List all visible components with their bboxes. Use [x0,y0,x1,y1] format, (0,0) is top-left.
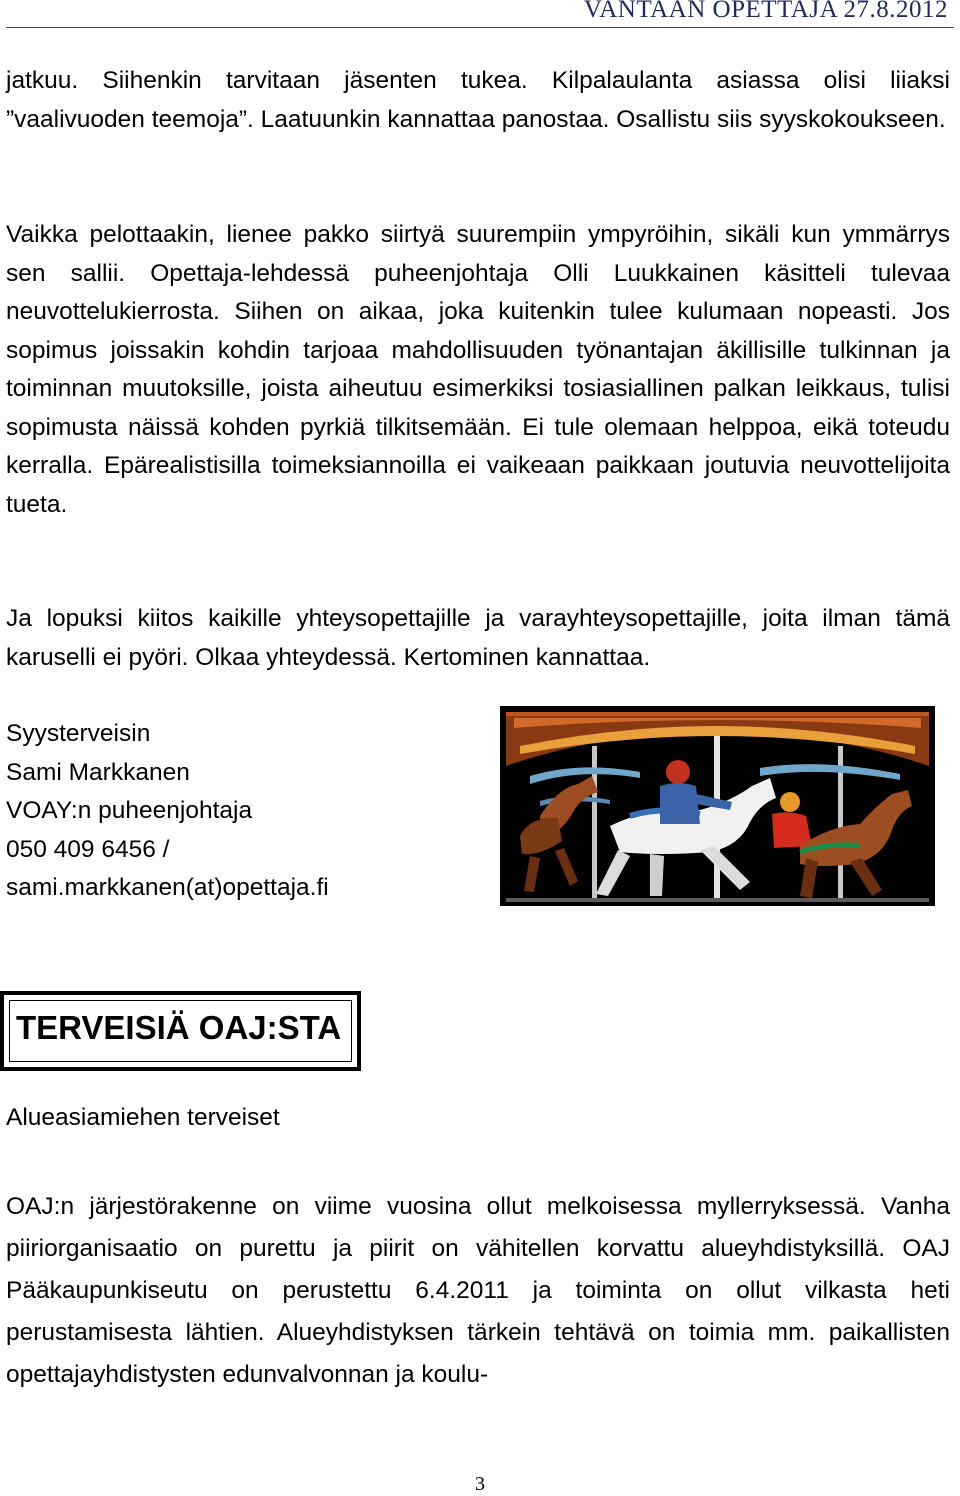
signature-block [6,715,329,908]
carousel-illustration [500,706,935,906]
signature-phone: 050 409 6456 / [6,835,170,863]
section-title: TERVEISIÄ OAJ:STA [16,1009,342,1046]
section-subheading: Alueasiamiehen terveiset [6,1104,280,1131]
paragraph-oaj-structure: OAJ:n järjestörakenne on viime vuosina ollut melkoisessa myllerryksessä. Vanha piiriorganisaatio on purettu ja piirit on vähitellen korvattu alueyhdistyksillä. OAJ Pääkaupunkiseutu on perustettu 6.4.2011 ja toiminta on ollut vilkasta heti perustamisesta lähtien. Alueyhdistyksen tärkein tehtävä on toimia mm. paikallisten opettajayhdistysten edunvalvonnan ja koulu- [6,1193,950,1388]
running-title: VANTAAN OPETTAJA 27.8.2012 [583,0,948,23]
header-rule [6,27,954,28]
section-title-box [0,991,361,1071]
paragraph-negotiations: Vaikka pelottaakin, lienee pakko siirtyä suurempiin ympyröihin, sikäli kun ymmärrys sen sallii. Opettaja-lehdessä puheenjohtaja Olli Luukkainen käsitteli tulevaa neuvottelukierrosta. Siihen on aikaa, joka kuitenkin tulee kulumaan nopeasti. Jos sopimus joissakin kohdin tarjoaa mahdollisuuden työnantajan äkillisille tulkinnan ja toiminnan muutoksille, joista aiheutuu esimerkiksi tosiasiallinen palkan leikkaus, tulisi sopimusta näissä kohden pyrkiä tilkitsemään. Ei tule olemaan helppoa, eikä toteudu kerralla. Epärealistisilla toimeksiannoilla ei vaikeaan paikkaan joutuvia neuvottelijoita tueta. [6,221,950,518]
signature-role: VOAY:n puheenjohtaja [6,797,253,824]
paragraph-continuation: jatkuu. Siihenkin tarvitaan jäsenten tukea. Kilpalaulanta asiassa olisi liiaksi ”vaalivuoden teemoja”. Laatuunkin kannattaa panostaa. Osallistu siis syyskokoukseen. [6,67,950,133]
page-number: 3 [475,1473,485,1495]
signature-email: sami.markkanen(at)opettaja.fi [6,874,329,901]
signature-greeting: Syysterveisin [6,720,151,747]
paragraph-thanks: Ja lopuksi kiitos kaikille yhteysopettajille ja varayhteysopettajille, joita ilman tämä karuselli ei pyöri. Olkaa yhteydessä. Kertominen kannattaa. [6,605,950,671]
signature-name: Sami Markkanen [6,758,190,786]
